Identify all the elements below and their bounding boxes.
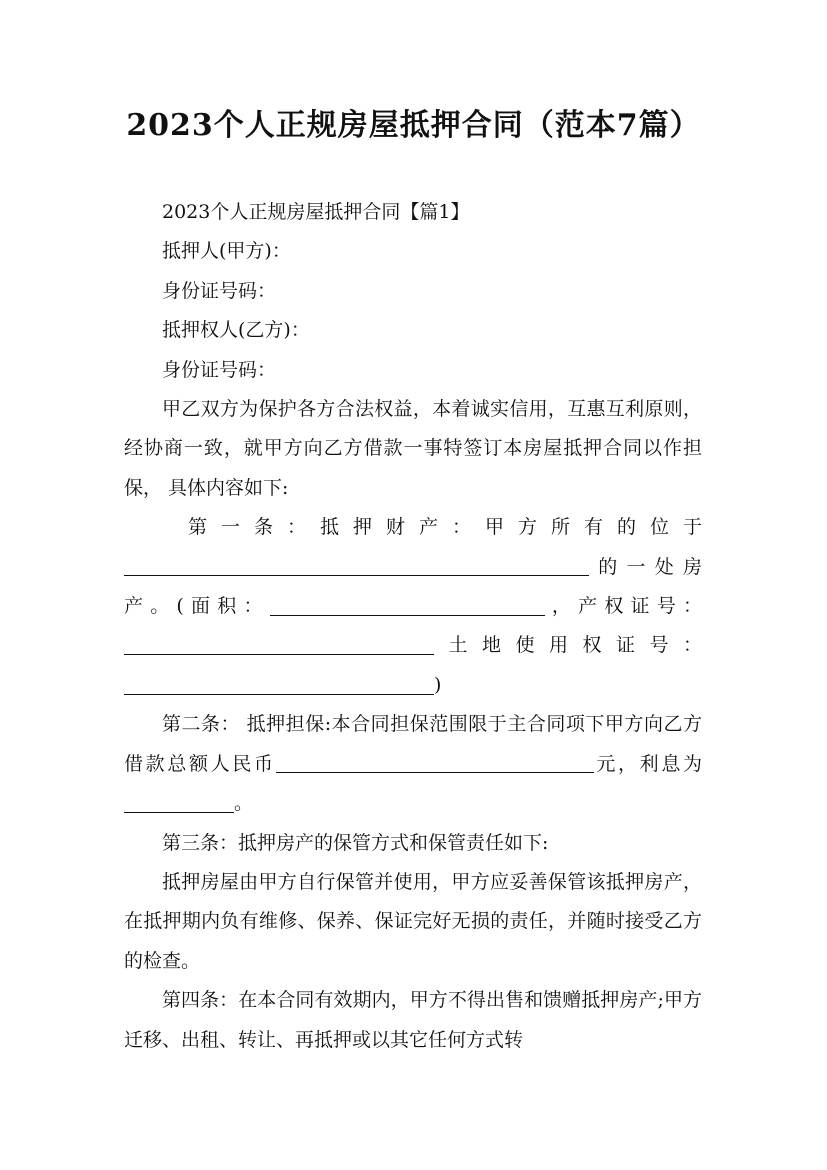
mortgagor-label: 抵押人(甲方)： [162,240,291,263]
intro-paragraph: 甲乙双方为保护各方合法权益，本着诚实信用，互惠互利原则，经协商一致，就甲方向乙方借款一事特签订本房屋抵押合同以作担保， 具体内容如下: [124,398,702,499]
article-1-line-2: 的一处房 [124,548,702,587]
property-cert-blank [124,635,434,655]
address-blank [124,556,589,576]
article-1-line-5: ) [124,666,702,705]
id-number-label: 身份证号码： [162,279,277,302]
article-1-line-4: 土地使用权证号： [124,626,702,665]
section-heading: 2023个人正规房屋抵押合同【篇1】 [162,201,470,223]
article-1-line-1: 第一条：抵押财产：甲方所有的位于 [188,516,702,539]
article-4: 第四条：在本合同有效期内，甲方不得出售和馈赠抵押房产;甲方迁移、出租、转让、再抵押或以其它任何方式转 [124,989,702,1051]
article-1 [124,508,702,705]
interest-blank [124,793,234,813]
id-number-label: 身份证号码： [162,358,277,381]
land-cert-blank [124,675,434,695]
area-blank [270,596,545,616]
loan-amount-blank [276,753,594,773]
document-body [124,193,702,1060]
mortgagee-label: 抵押权人(乙方)： [162,319,310,342]
article-3-body: 抵押房屋由甲方自行保管并使用，甲方应妥善保管该抵押房产，在抵押期内负有维修、保养、保证完好无损的责任，并随时接受乙方的检查。 [124,870,702,972]
article-1-line-3: 产。(面积： ，产权证号： [124,595,702,618]
document-title: 2023个人正规房屋抵押合同（范本7篇） [126,108,701,143]
article-3-heading: 第三条：抵押房产的保管方式和保管责任如下: [162,831,549,854]
article-2: 第二条： 抵押担保:本合同担保范围限于主合同项下甲方向乙方借款总额人民币 元，利息为。 [124,713,702,815]
